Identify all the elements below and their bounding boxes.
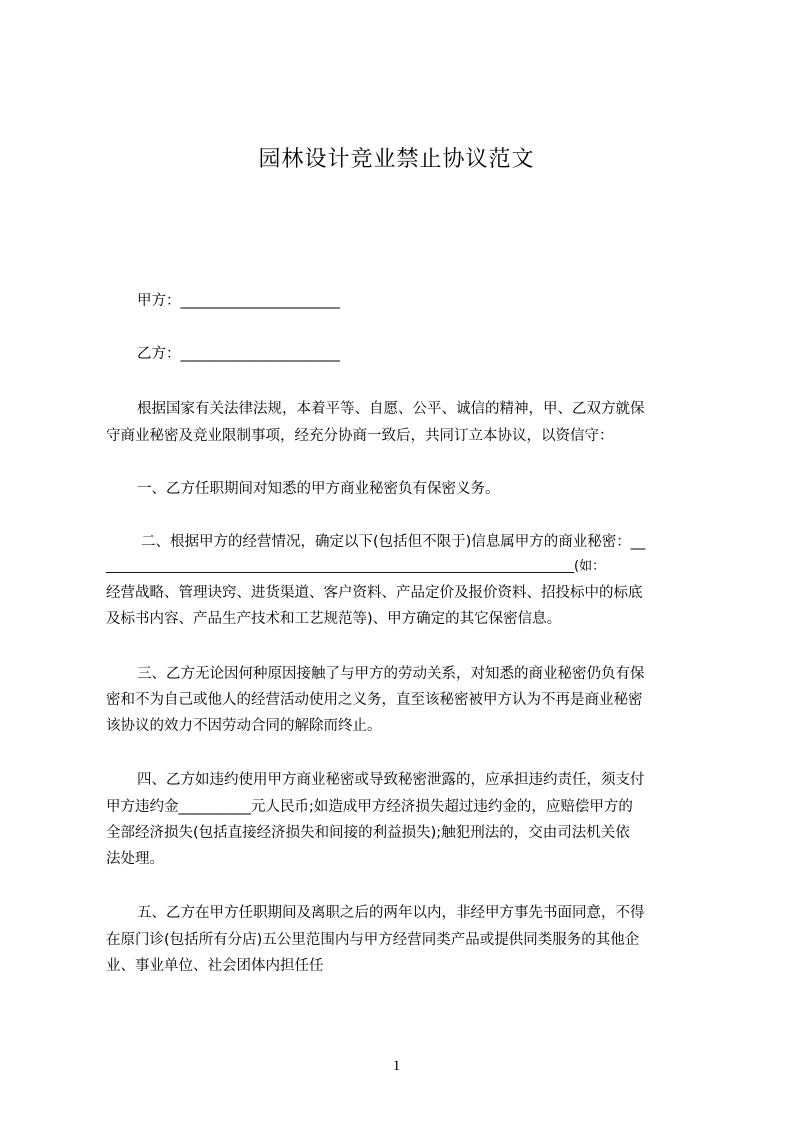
- paragraph-line: 甲方违约金__________元人民币;如造成甲方经济损失超过违约金的，应赔偿甲方的: [106, 799, 633, 815]
- paragraph-line: 法处理。: [106, 851, 164, 867]
- paragraph-line: 守商业秘密及竞业限制事项，经充分协商一致后，共同订立本协议，以资信守：: [106, 428, 614, 444]
- paragraph-line: 一、乙方任职期间对知悉的甲方商业秘密负有保密义务。: [137, 481, 500, 497]
- party-a-line: 甲方：______________________: [137, 293, 340, 309]
- page-number: 1: [392, 1058, 401, 1074]
- paragraph-line: 在原门诊(包括所有分店)五公里范围内与甲方经营同类产品或提供同类服务的其他企: [106, 932, 640, 948]
- paragraph-line: ________________________________________________________________________(如：: [106, 559, 606, 574]
- paragraph-line: 业、事业单位、社会团体内担任任: [106, 958, 324, 974]
- paragraph-line: 四、乙方如违约使用甲方商业秘密或导致秘密泄露的，应承担违约责任，须支付: [137, 772, 645, 788]
- document-title: 园林设计竞业禁止协议范文: [258, 147, 535, 172]
- paragraph-line: 密和不为自己或他人的经营活动使用之义务，直至该秘密被甲方认为不再是商业秘密: [106, 692, 643, 708]
- party-b-line: 乙方：______________________: [137, 346, 340, 362]
- paragraph-line: 五、乙方在甲方任职期间及离职之后的两年以内，非经甲方事先书面同意，不得: [137, 905, 645, 921]
- paragraph-line: 经营战略、管理诀窍、进货渠道、客户资料、产品定价及报价资料、招投标中的标底: [106, 585, 643, 601]
- paragraph-line: 二、根据甲方的经营情况，确定以下(包括但不限于)信息属甲方的商业秘密：__: [141, 534, 646, 550]
- paragraph-line: 及标书内容、产品生产技术和工艺规范等)、甲方确定的其它保密信息。: [106, 611, 562, 627]
- paragraph-line: 全部经济损失(包括直接经济损失和间接的利益损失);触犯刑法的，交由司法机关依: [106, 825, 630, 841]
- paragraph-line: 该协议的效力不因劳动合同的解除而终止。: [106, 718, 382, 734]
- paragraph-line: 根据国家有关法律法规，本着平等、自愿、公平、诚信的精神，甲、乙双方就保: [137, 401, 645, 417]
- paragraph-line: 三、乙方无论因何种原因接触了与甲方的劳动关系，对知悉的商业秘密仍负有保: [137, 666, 645, 682]
